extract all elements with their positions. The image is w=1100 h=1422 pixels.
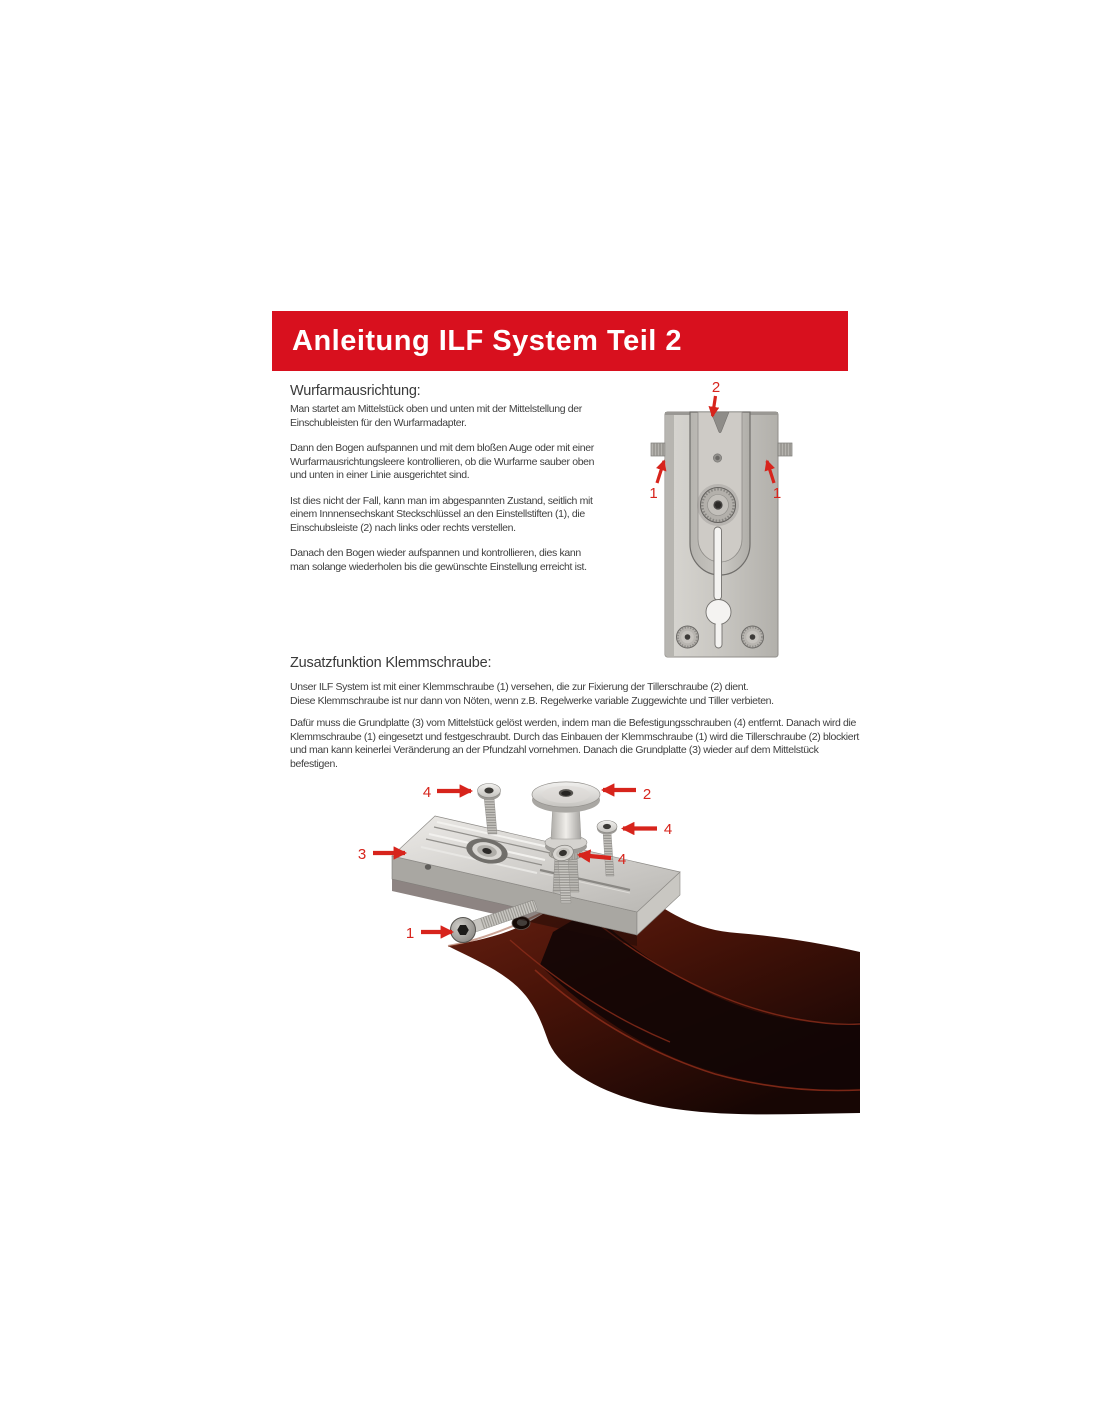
- paragraph: Ist dies nicht der Fall, kann man im abgespannten Zustand, seitlich mit einem Innnensechskant Steckschlüssel an den Einstellstiften (1), die Einschubsleiste (2) nach links oder rechts verstellen.: [290, 494, 593, 534]
- paragraph: Dann den Bogen aufspannen und mit dem bloßen Auge oder mit einer Wurfarmausrichtungsleere kontrollieren, ob die Wurfarme sauber oben und unten in einer Linie ausgerichtet sind.: [290, 442, 595, 481]
- tiller-screw-head: [697, 484, 739, 526]
- callout-label-2: 2: [711, 379, 721, 396]
- callout-label-1-left: 1: [649, 485, 658, 502]
- paragraph: Dafür muss die Grundplatte (3) vom Mittelstück gelöst werden, indem man die Befestigungsschrauben (4) entfernt. Danach wird die Klemmschraube (1) eingesetzt und festgeschraubt. Durch das Einbauen der Klemmschraube (1) wird die Tillerschraube (2) blockiert und man kann keinerlei Veränderung an der Pfundzahl vornehmen. Danach die Grundplatte (3) wieder auf dem Mittelstück befestigen.: [290, 717, 859, 770]
- small-hole-center: [715, 456, 719, 460]
- set-screw-right: [778, 443, 792, 456]
- set-screw-left: [651, 443, 665, 456]
- bottom-screw-right: [742, 626, 764, 648]
- section-heading-wurfarmausrichtung: Wurfarmausrichtung:: [290, 383, 421, 399]
- callout-label-3: 3: [357, 846, 367, 863]
- wurfarm-text-column: [290, 403, 602, 586]
- callout-label-1-right: 1: [772, 485, 782, 502]
- paragraph: Danach den Bogen wieder aufspannen und kontrollieren, dies kann man solange wiederholen bis die gewünschte Einstellung erreicht ist.: [290, 547, 587, 573]
- paragraph: Unser ILF System ist mit einer Klemmschraube (1) versehen, die zur Fixierung der Tillerschraube (2) dient.: [290, 681, 749, 693]
- callout-label-4-topleft: 4: [422, 784, 432, 801]
- adapter-plate-photo: [651, 412, 792, 657]
- page-title: Anleitung ILF System Teil 2: [292, 324, 683, 357]
- callout-arrow-left-icon: [579, 855, 611, 858]
- adjustment-slot: [714, 527, 722, 600]
- callout-label-4-right: 4: [663, 821, 673, 838]
- klemm-text-block: [290, 681, 866, 771]
- plate-left-shade: [666, 413, 674, 656]
- callout-label-2: 2: [642, 786, 652, 803]
- paragraph: Diese Klemmschraube ist nur dann von Nöten, wenn z.B. Regelwerke variable Zuggewichte und Tiller verbieten.: [290, 694, 774, 707]
- callout-arrow-up-icon: [657, 461, 664, 483]
- figure-ilf-adapter: [628, 376, 818, 666]
- paragraph: Man startet am Mittelstück oben und unten mit der Mittelstellung der Einschubleisten für den Wurfarmadapter.: [290, 403, 582, 429]
- section-heading-klemmschraube: Zusatzfunktion Klemmschraube:: [290, 655, 492, 671]
- title-banner: [272, 311, 848, 371]
- figure-klemmschraube-assembly: [285, 770, 865, 1118]
- bottom-screw-left: [677, 626, 699, 648]
- callout-label-4-mid: 4: [617, 851, 627, 868]
- callout-label-1: 1: [405, 925, 415, 942]
- side-hole: [425, 864, 431, 870]
